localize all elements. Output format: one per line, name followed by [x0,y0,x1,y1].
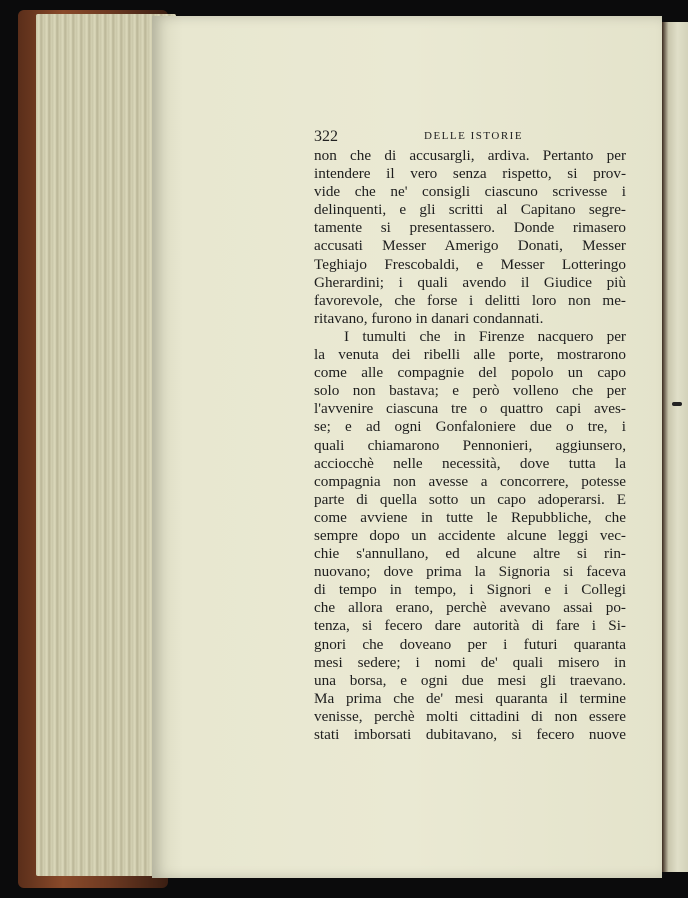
text-line: vide che ne' consigli ciascuno scrivesse i [314,183,626,201]
text-line: tenza, si fecero dare autorità di fare i Si- [314,617,626,635]
text-line: la venuta dei ribelli alle porte, mostrarono [314,346,626,364]
running-title: DELLE ISTORIE [424,130,524,142]
text-line: favorevole, che forse i delitti loro non me- [314,291,626,309]
text-line: stati imborsati dubitavano, si fecero nuove [314,726,626,743]
text-line: di tempo in tempo, i Signori e i Collegi [314,581,626,599]
body-text [314,147,626,744]
facing-page-edge [662,22,688,872]
text-line: acciocchè nelle necessità, dove tutta la [314,454,626,472]
text-line: se; e ad ogni Gonfaloniere due o tre, i [314,418,626,436]
text-line: delinquenti, e gli scritti al Capitano segre- [314,201,626,219]
text-line: non che di accusargli, ardiva. Pertanto per [314,147,626,164]
text-line: una borsa, e ogni due mesi gli traevano. [314,671,626,689]
ink-mark [672,402,682,406]
page-header [314,128,624,146]
text-line: ritavano, furono in danari condannati. [314,309,544,327]
text-line: quali chiamarono Pennonieri, aggiunsero, [314,436,626,454]
text-line: tamente si presentassero. Donde rimasero [314,219,626,237]
text-line: che allora erano, perchè avevano assai po- [314,599,626,617]
text-line: come avviene in tutte le Repubbliche, che [314,508,626,526]
text-line: Gherardini; i quali avendo il Giudice più [314,273,626,291]
text-line: nuovano; dove prima la Signoria si faceva [314,563,626,581]
text-line: solo non bastava; e però volleno che per [314,382,626,400]
page-number: 322 [314,128,338,145]
text-line: come alle compagnie del popolo un capo [314,364,626,382]
text-line: l'avvenire ciascuna tre o quattro capi aves- [314,400,626,418]
text-line: venisse, perchè molti cittadini di non essere [314,707,626,725]
text-line: accusati Messer Amerigo Donati, Messer [314,237,626,255]
text-line: sempre dopo un accidente alcune leggi vec- [314,526,626,544]
text-line: I tumulti che in Firenze nacquero per [344,327,626,345]
text-line: intendere il vero senza rispetto, si prov- [314,165,626,183]
text-line: parte di quella sotto un capo adoperarsi. E [314,490,626,508]
text-line: Ma prima che de' mesi quaranta il termine [314,689,626,707]
text-line: compagnia non avesse a concorrere, potesse [314,472,626,490]
text-line: chie s'annullano, ed alcune altre si rin- [314,545,626,563]
text-line: gnori che doveano per i futuri quaranta [314,635,626,653]
text-line: Teghiajo Frescobaldi, e Messer Lotteringo [314,255,626,273]
text-line: mesi sedere; i nomi de' quali misero in [314,653,626,671]
